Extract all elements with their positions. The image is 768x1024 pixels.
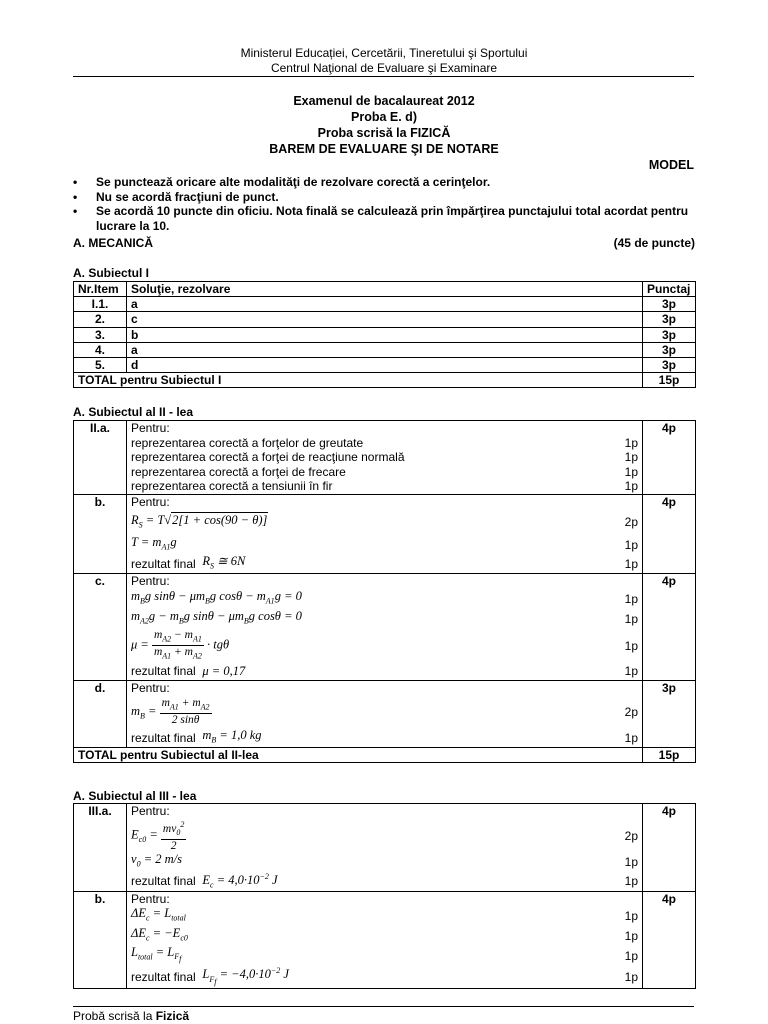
title-barem: BAREM DE EVALUARE ŞI DE NOTARE (269, 142, 499, 156)
formula: $\Delta E_c = -E_{c0}$ (131, 926, 188, 943)
formula: $m_B$ = $\frac{m_{A1} + m_{A2}}{2 \sin\theta}$ (131, 696, 210, 727)
section-points: (45 de puncte) (613, 236, 695, 250)
table-row: 5. d 3p (74, 358, 696, 373)
subject1-table (73, 281, 696, 388)
section-label: A. MECANICĂ (73, 236, 153, 250)
scoring-line: reprezentarea corectă a forţei de reacţiune normală 1p (131, 450, 638, 464)
footer-divider (73, 1006, 694, 1007)
bullet-icon: • (73, 189, 78, 204)
formula-line: $v_0 = 2$ m/s 1p (131, 853, 638, 872)
col-header-points: Punctaj (643, 282, 696, 297)
table-row: III.a. Pentru: $E_{c0}$ = $\frac{mv_0^2}{2}$ 2p $v_0 = 2$ m/s 1p rezultat final $E_c = 4,0\cdot 10^{-2}$ J 1p 4p (74, 804, 696, 892)
header-ministry: Ministerul Educației, Cercetării, Tineretului şi Sportului (240, 46, 528, 60)
title-subject: Proba scrisă la FIZICĂ (317, 126, 451, 140)
table-row: II.a. Pentru: reprezentarea corectă a forţelor de greutate 1p reprezentarea corectă a forţei de reacţiune normală 1p reprezentarea corectă a forţei de frecare 1p reprezentarea corectă a tensiunii în fir 1p 4p (74, 421, 696, 495)
formula: $R_S = T√2[1 + \cos(90 - \theta)]$ (131, 512, 268, 530)
col-header-item: Nr.Item (74, 282, 127, 297)
instruction-item: • Nu se acordă fracţiuni de punct. (73, 189, 279, 204)
instruction-item: • Se punctează oricare alte modalităţi de rezolvare corectă a cerinţelor. (73, 175, 491, 189)
instruction-item: • Se acordă 10 puncte din oficiu. Nota finală se calculează prin împărţirea punctajului total acordat pentru lucrare la 10. (73, 204, 689, 233)
formula-line: $\Delta E_c = -E_{c0}$ 1p (131, 926, 638, 946)
instructions-list (73, 175, 695, 233)
model-label: MODEL (648, 158, 694, 172)
table-total-row: TOTAL pentru Subiectul I 15p (74, 373, 696, 388)
header-divider (73, 76, 694, 77)
formula: $E_{c0}$ = $\frac{mv_0^2}{2}$ (131, 819, 185, 853)
table-total-row: TOTAL pentru Subiectul al II-lea 15p (74, 748, 696, 763)
scoring-line: reprezentarea corectă a tensiunii în fir 1p (131, 479, 638, 493)
subject3-heading: A. Subiectul al III - lea (73, 789, 197, 803)
bullet-icon: • (73, 175, 78, 189)
subject2-table (73, 420, 696, 763)
subject2-heading: A. Subiectul al II - lea (73, 405, 194, 419)
formula: $m_{A2}g - m_Bg$ $\sin\theta - \mu m_Bg$ cosθ = 0 (131, 608, 302, 626)
table-row: c. Pentru: $m_Bg$ $\sin\theta - \mu m_Bg$ $\cos\theta - m_{A1}g = 0$ 1p $m_{A2}g - m_Bg$ $\sin\theta - \mu m_Bg$ cosθ = 0 1p μ = $\frac{m_{A2} - m_{A1}}{m_{A1} + m_{A2}}$ · tgθ 1p rezultat final μ = 0,17 1p 4p (74, 574, 696, 681)
table-row: b. Pentru: $\Delta E_c = L_{total}$ 1p $\Delta E_c = -E_{c0}$ 1p $L_{total} = L_{F_f}$ 1p rezultat final $L_{F_f} = -4,0\cdot 10^{-2}$ J 1p 4p (74, 891, 696, 989)
formula-line: $\Delta E_c = L_{total}$ 1p (131, 906, 638, 926)
formula-line: $m_B$ = $\frac{m_{A1} + m_{A2}}{2 \sin\theta}$ 2p (131, 696, 638, 727)
title-proba: Proba E. d) (351, 110, 417, 124)
formula-line: $m_Bg$ $\sin\theta - \mu m_Bg$ $\cos\theta - m_{A1}g = 0$ 1p (131, 589, 638, 609)
formula-line: $E_{c0}$ = $\frac{mv_0^2}{2}$ 2p (131, 819, 638, 853)
final-result-line: rezultat final $R_S$ ≅ 6N 1p (131, 554, 638, 571)
section-heading (73, 236, 695, 250)
table-row: 2. c 3p (74, 312, 696, 327)
col-header-solution: Soluţie, rezolvare (127, 282, 643, 297)
table-row: d. Pentru: $m_B$ = $\frac{m_{A1} + m_{A2}}{2 \sin\theta}$ 2p rezultat final $m_B = 1,0$ kg 1p 3p (74, 680, 696, 748)
formula: $\Delta E_c = L_{total}$ (131, 906, 186, 923)
formula-line: $m_{A2}g - m_Bg$ $\sin\theta - \mu m_Bg$ cosθ = 0 1p (131, 609, 638, 629)
final-result-line: rezultat final $E_c = 4,0\cdot 10^{-2}$ J 1p (131, 871, 638, 890)
formula-line: $R_S = T√2[1 + \cos(90 - \theta)]$ 2p (131, 509, 638, 535)
subject1-heading: A. Subiectul I (73, 266, 150, 280)
title-exam: Examenul de bacalaureat 2012 (293, 94, 475, 108)
table-row: 4. a 3p (74, 342, 696, 357)
formula-line: μ = $\frac{m_{A2} - m_{A1}}{m_{A1} + m_{A2}}$ · tgθ 1p (131, 628, 638, 661)
formula: $L_{total} = L_{F_f}$ (131, 944, 182, 964)
header-center: Centrul Naţional de Evaluare şi Examinare (270, 61, 498, 75)
formula: $m_Bg$ $\sin\theta - \mu m_Bg$ $\cos\theta - m_{A1}g = 0$ (131, 588, 302, 606)
footer: Probă scrisă la Fizică (73, 1009, 190, 1023)
formula-line: $T = m_{A1}g$ 1p (131, 535, 638, 555)
table-row: I.1. a 3p (74, 297, 696, 312)
final-result-line: rezultat final $m_B = 1,0$ kg 1p (131, 728, 638, 745)
formula: $T = m_{A1}g$ (131, 535, 177, 552)
bullet-icon: • (73, 204, 78, 218)
final-result-line: rezultat final $L_{F_f} = -4,0\cdot 10^{-2}$ J 1p (131, 966, 638, 987)
table-row: 3. b 3p (74, 327, 696, 342)
formula-line: $L_{total} = L_{F_f}$ 1p (131, 946, 638, 966)
scoring-line: reprezentarea corectă a forţei de frecare 1p (131, 464, 638, 479)
subject3-table (73, 803, 696, 989)
scoring-line: reprezentarea corectă a forţelor de greutate 1p (131, 435, 638, 450)
formula: μ = $\frac{m_{A2} - m_{A1}}{m_{A1} + m_{A2}}$ · tgθ (131, 628, 230, 661)
formula: $v_0 = 2$ m/s (131, 852, 182, 869)
table-row: b. Pentru: $R_S = T√2[1 + \cos(90 - \theta)]$ 2p $T = m_{A1}g$ 1p rezultat final $R_S$ ≅ 6N 1p 4p (74, 494, 696, 574)
final-result-line: rezultat final μ = 0,17 1p (131, 663, 638, 678)
table-header-row (74, 282, 696, 297)
